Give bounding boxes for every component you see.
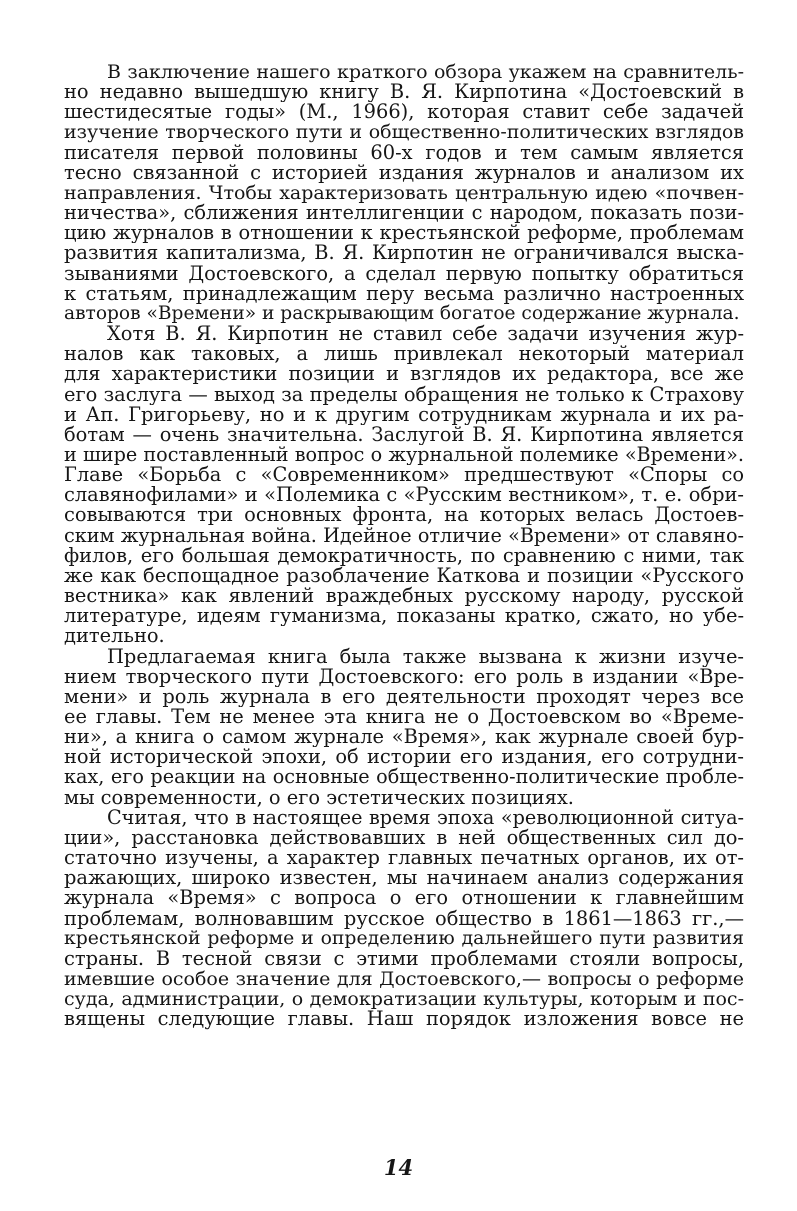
text-line: мени» и роль журнала в его деятельности проходят через все bbox=[64, 686, 744, 707]
text-line: литературе, идеям гуманизма, показаны кратко, сжато, но убе- bbox=[64, 606, 744, 627]
text-line: Предлагаемая книга была также вызвана к жизни изуче- bbox=[107, 646, 744, 667]
text-line: зываниями Достоевского, а сделал первую попытку обратиться bbox=[64, 263, 744, 284]
page-body bbox=[64, 62, 744, 1030]
text-line: же как беспощадное разоблачение Каткова и позиции «Русского bbox=[64, 565, 744, 587]
text-line: изучение творческого пути и общественно-политических взглядов bbox=[64, 122, 744, 143]
text-line: писателя первой половины 60-х годов и тем самым является bbox=[64, 142, 744, 163]
text-line: авторов «Времени» и раскрывающим богатое содержание журнала. bbox=[64, 303, 740, 324]
page-number: 14 bbox=[383, 1155, 414, 1180]
text-line: журнала «Время» с вопроса о его отношении к главнейшим bbox=[64, 888, 744, 909]
text-line: статочно изучены, а характер главных печатных органов, их от- bbox=[64, 848, 744, 869]
text-line: ее главы. Тем не менее эта книга не о Достоевском во «Време- bbox=[64, 707, 744, 728]
text-line: но недавно вышедшую книгу В. Я. Кирпотина «Достоевский в bbox=[64, 82, 744, 103]
text-line: совываются три основных фронта, на которых велась Достоев- bbox=[64, 505, 744, 526]
text-line: ражающих, широко известен, мы начинаем анализ содержания bbox=[64, 868, 744, 889]
text-line: вестника» как явлений враждебных русскому народу, русской bbox=[64, 586, 744, 607]
text-line: нием творческого пути Достоевского: его роль в издании «Вре- bbox=[64, 666, 744, 687]
text-line: развития капитализма, В. Я. Кирпотин не ограничивался выска- bbox=[64, 243, 744, 264]
text-line: имевшие особое значение для Достоевского,— вопросы о реформе bbox=[64, 969, 744, 990]
text-line: направления. Чтобы характеризовать центральную идею «почвен- bbox=[64, 182, 744, 204]
text-line: ничества», сближения интеллигенции с народом, показать пози- bbox=[64, 203, 744, 224]
text-line: крестьянской реформе и определению дальнейшего пути развития bbox=[64, 928, 744, 949]
text-line: и Ап. Григорьеву, но и к другим сотрудникам журнала и их ра- bbox=[64, 404, 744, 425]
paragraph-2 bbox=[64, 324, 744, 647]
paragraph-4 bbox=[64, 808, 744, 1030]
text-line: мы современности, о его эстетических позициях. bbox=[64, 787, 574, 808]
text-line: для характеристики позиции и взглядов их редактора, все же bbox=[64, 364, 744, 385]
text-line: страны. В тесной связи с этими проблемами стояли вопросы, bbox=[64, 948, 744, 970]
text-line: славянофилами» и «Полемика с «Русским вестником», т. е. обри- bbox=[64, 485, 744, 506]
text-line: ции», расстановка действовавших в ней общественных сил до- bbox=[64, 827, 744, 849]
text-line: к статьям, принадлежащим перу весьма различно настроенных bbox=[64, 283, 744, 304]
text-line: вящены следующие главы. Наш порядок изложения вовсе не bbox=[64, 1009, 744, 1030]
text-line: тесно связанной с историей издания журналов и анализом их bbox=[64, 162, 744, 183]
text-line: Хотя В. Я. Кирпотин не ставил себе задачи изучения жур- bbox=[107, 324, 744, 345]
text-line: Главе «Борьба с «Современником» предшествуют «Споры со bbox=[64, 465, 744, 486]
text-line: ским журнальная война. Идейное отличие «Времени» от славяно- bbox=[64, 525, 744, 546]
text-line: ботам — очень значительна. Заслугой В. Я. Кирпотина является bbox=[64, 424, 744, 445]
text-line: ной исторической эпохи, об истории его издания, его сотрудни- bbox=[64, 747, 744, 768]
text-line: дительно. bbox=[64, 626, 165, 647]
text-line: и шире поставленный вопрос о журнальной полемике «Времени». bbox=[64, 444, 744, 466]
paragraph-1 bbox=[64, 62, 744, 324]
text-line: проблемам, волновавшим русское общество в 1861—1863 гг.,— bbox=[64, 908, 744, 929]
text-line: филов, его большая демократичность, по сравнению с ними, так bbox=[64, 545, 744, 566]
paragraph-3 bbox=[64, 647, 744, 808]
text-line: суда, администрации, о демократизации культуры, которым и пос- bbox=[64, 989, 744, 1010]
text-line: цию журналов в отношении к крестьянской реформе, проблемам bbox=[64, 223, 744, 244]
text-line: шестидесятые годы» (М., 1966), которая ставит себе задачей bbox=[64, 102, 744, 123]
text-line: ках, его реакции на основные общественно-политические пробле- bbox=[64, 767, 744, 788]
text-line: его заслуга — выход за пределы обращения не только к Страхову bbox=[64, 384, 744, 405]
text-line: Считая, что в настоящее время эпоха «революционной ситуа- bbox=[107, 807, 744, 828]
text-line: ни», а книга о самом журнале «Время», как журнале своей бур- bbox=[64, 727, 744, 748]
text-line: В заключение нашего краткого обзора укажем на сравнитель- bbox=[107, 62, 744, 83]
text-line: налов как таковых, а лишь привлекал некоторый материал bbox=[64, 344, 744, 365]
